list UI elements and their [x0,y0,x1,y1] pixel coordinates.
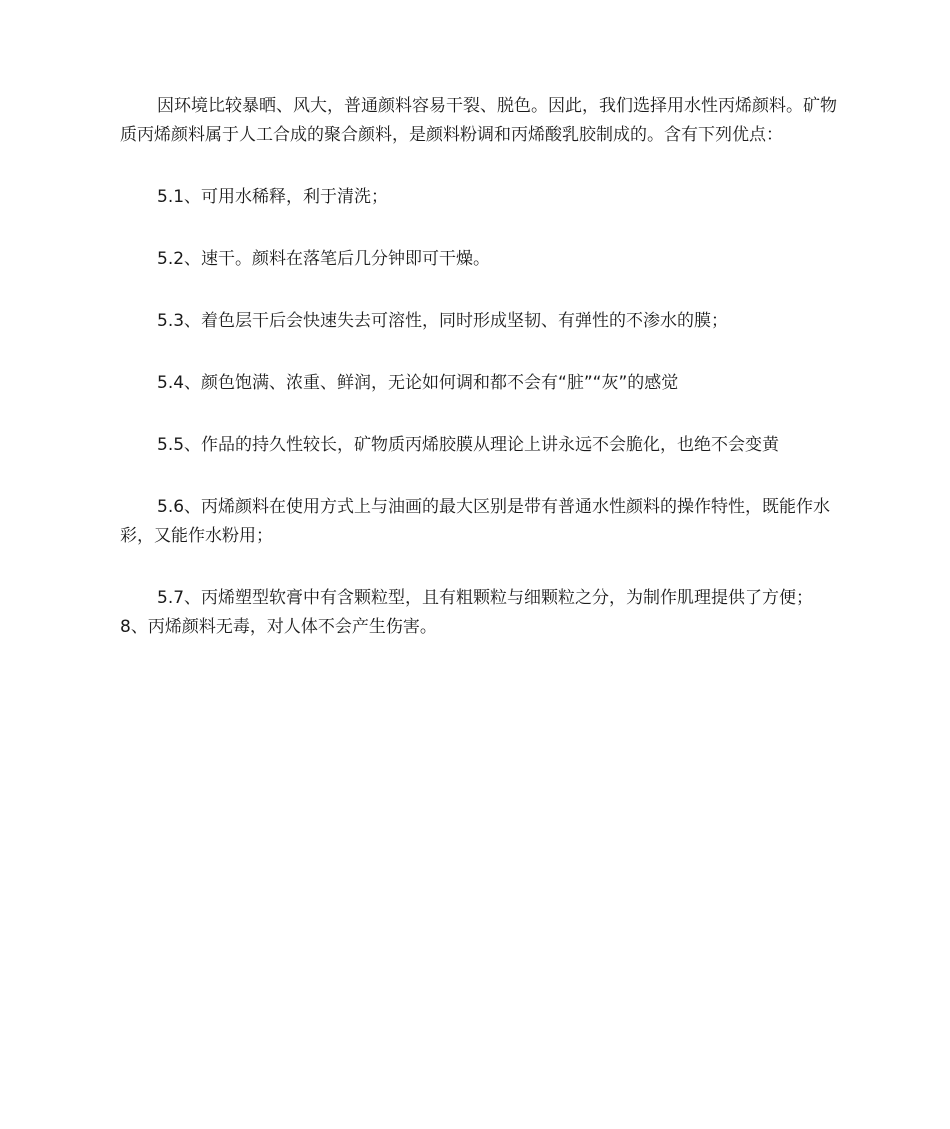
list-item: 5.5、作品的持久性较长，矿物质丙烯胶膜从理论上讲永远不会脆化，也绝不会变黄 [157,435,780,455]
list-item: 5.4、颜色饱满、浓重、鲜润，无论如何调和都不会有“脏”“灰”的感觉 [157,373,679,393]
intro-paragraph: 因环境比较暴晒、风大，普通颜料容易干裂、脱色。因此，我们选择用水性丙烯颜料。矿物质丙烯颜料属于人工合成的聚合颜料，是颜料粉调和丙烯酸乳胶制成的。含有下列优点： [120,96,837,145]
document-page [120,92,840,675]
list-item: 5.1、可用水稀释，利于清洗； [157,187,389,207]
list-item: 5.2、速干。颜料在落笔后几分钟即可干燥。 [157,249,491,269]
list-item: 5.6、丙烯颜料在使用方式上与油画的最大区别是带有普通水性颜料的操作特性，既能作水彩，又能作水粉用； [120,497,831,546]
list-item: 5.3、着色层干后会快速失去可溶性，同时形成坚韧、有弹性的不渗水的膜； [157,311,729,331]
list-item: 5.7、丙烯塑型软膏中有含颗粒型，且有粗颗粒与细颗粒之分，为制作肌理提供了方便；8、丙烯颜料无毒，对人体不会产生伤害。 [120,588,814,637]
